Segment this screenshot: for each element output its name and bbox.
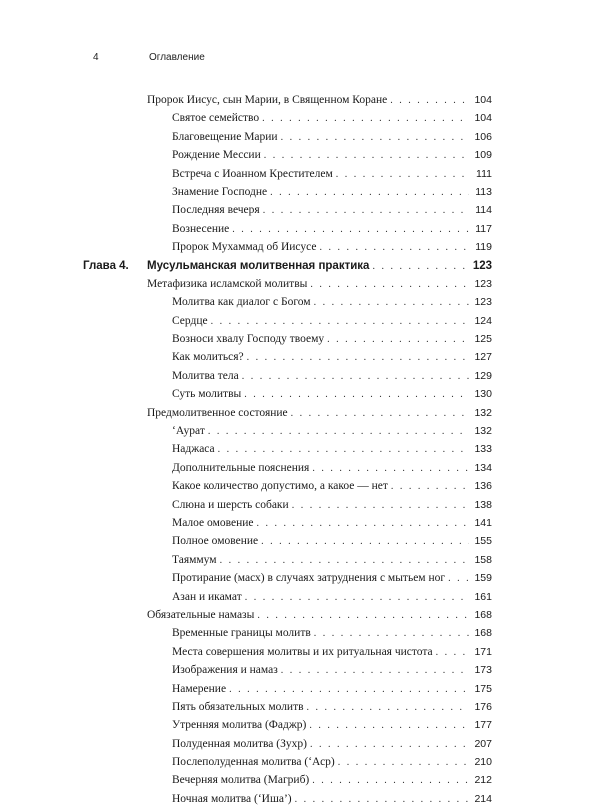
toc-entry-title: Метафизика исламской молитвы	[147, 275, 310, 293]
toc-entry-title: Благовещение Марии	[172, 128, 281, 146]
toc-entry-title: Предмолитвенное состояние	[147, 404, 291, 422]
toc-page-number: 129	[469, 367, 492, 385]
toc-page-number: 134	[469, 459, 492, 477]
dot-leader	[211, 313, 469, 331]
dot-leader	[307, 699, 469, 717]
dot-leader	[310, 276, 469, 294]
toc-page-number: 123	[469, 293, 492, 311]
dot-leader	[257, 607, 469, 625]
dot-leader	[281, 129, 469, 147]
toc-entry-line	[147, 606, 492, 625]
toc-entry-line	[172, 201, 492, 220]
toc-entry	[0, 367, 600, 385]
toc-page-number: 104	[469, 109, 492, 127]
dot-leader	[262, 110, 469, 128]
toc-page-number: 214	[469, 790, 492, 808]
toc-entry	[0, 238, 600, 256]
toc-entry-line	[172, 330, 492, 349]
toc-entry-line	[172, 348, 492, 367]
toc-entry-line	[172, 165, 492, 184]
dot-leader	[247, 349, 469, 367]
toc-entry	[0, 91, 600, 109]
toc-entry-title: Пророк Мухаммад об Иисусе	[172, 238, 319, 256]
running-title: Оглавление	[149, 52, 205, 63]
toc-entry	[0, 275, 600, 293]
toc-page-number: 123	[469, 257, 492, 275]
toc-page-number: 176	[469, 698, 492, 716]
dot-leader	[232, 221, 469, 239]
dot-leader	[309, 717, 469, 735]
dot-leader	[263, 202, 469, 220]
toc-entry	[0, 698, 600, 716]
toc-page-number: 130	[469, 385, 492, 403]
toc-entry	[0, 109, 600, 127]
toc-entry-title: Возноси хвалу Господу твоему	[172, 330, 327, 348]
toc-entry	[0, 146, 600, 164]
dot-leader	[242, 368, 469, 386]
toc-entry-line	[172, 716, 492, 735]
toc-entry	[0, 201, 600, 219]
dot-leader	[261, 533, 469, 551]
toc-entry-title: Ночная молитва (‘Иша’)	[172, 790, 295, 808]
toc-page-number: 104	[469, 91, 492, 109]
toc-entry-title: Молитва тела	[172, 367, 242, 385]
toc-entry-title: Дополнительные пояснения	[172, 459, 312, 477]
toc-page-number: 133	[469, 440, 492, 458]
toc-entry-line	[172, 753, 492, 772]
dot-leader	[391, 478, 469, 496]
toc-entry-title: Святое семейство	[172, 109, 262, 127]
dot-leader	[338, 754, 469, 772]
toc-page-number: 207	[469, 735, 492, 753]
toc-entry-line	[172, 661, 492, 680]
toc-entry-line	[172, 440, 492, 459]
toc-entry-title: Утренняя молитва (Фаджр)	[172, 716, 309, 734]
toc-entry-title: Пророк Иисус, сын Марии, в Священном Коране	[147, 91, 390, 109]
toc-entry-line	[172, 532, 492, 551]
dot-leader	[244, 386, 469, 404]
toc-entry-title: Малое омовение	[172, 514, 256, 532]
toc-page-number: 113	[469, 183, 492, 201]
toc-page-number: 175	[469, 680, 492, 698]
toc-entry	[0, 588, 600, 606]
toc-page-number: 114	[469, 201, 492, 219]
toc-page-number: 161	[469, 588, 492, 606]
toc-entry-title: Суть молитвы	[172, 385, 244, 403]
toc-page-number: 125	[469, 330, 492, 348]
dot-leader	[264, 147, 469, 165]
toc-entry-line	[147, 257, 492, 276]
toc-entry	[0, 477, 600, 495]
toc-page-number: 155	[469, 532, 492, 550]
toc-entry-line	[172, 588, 492, 607]
toc-entry-line	[172, 698, 492, 717]
toc-entry-title: Пять обязательных молитв	[172, 698, 307, 716]
toc-page-number: 168	[469, 606, 492, 624]
toc-page-number: 132	[469, 422, 492, 440]
toc-page-number: 210	[469, 753, 492, 771]
toc-page-number: 168	[469, 624, 492, 642]
toc-entry-title: Временные границы молитв	[172, 624, 314, 642]
toc-entry-line	[172, 624, 492, 643]
toc-entry-title: Слюна и шерсть собаки	[172, 496, 292, 514]
toc-entry-line	[172, 643, 492, 662]
dot-leader	[270, 184, 469, 202]
toc-entry	[0, 183, 600, 201]
dot-leader	[312, 460, 469, 478]
toc-entry-title: Протирание (масх) в случаях затруднения с мытьем ног	[172, 569, 448, 587]
toc-page-number: 173	[469, 661, 492, 679]
toc-entry	[0, 661, 600, 679]
toc-page-number: 132	[469, 404, 492, 422]
toc-entry-title: Как молиться?	[172, 348, 247, 366]
dot-leader	[448, 570, 469, 588]
toc-entry	[0, 790, 600, 808]
toc-entry-title: Полуденная молитва (Зухр)	[172, 735, 310, 753]
toc-entry-line	[172, 109, 492, 128]
toc-entry-title: Последняя вечеря	[172, 201, 263, 219]
toc-entry-title: Намерение	[172, 680, 229, 698]
dot-leader	[312, 772, 469, 790]
dot-leader	[295, 791, 469, 809]
toc-entry	[0, 771, 600, 789]
toc-entry	[0, 404, 600, 422]
toc-page-number: 212	[469, 771, 492, 789]
toc-entry	[0, 753, 600, 771]
toc-entry	[0, 624, 600, 642]
toc-entry-line	[172, 220, 492, 239]
toc-entry-line	[147, 91, 492, 110]
toc-entry-line	[172, 771, 492, 790]
toc-entry	[0, 514, 600, 532]
toc-entry-title: Молитва как диалог с Богом	[172, 293, 314, 311]
toc-entry-line	[172, 238, 492, 257]
dot-leader	[310, 736, 469, 754]
toc-page-number: 159	[469, 569, 492, 587]
toc-page-number: 117	[469, 220, 492, 238]
toc-page-number: 106	[469, 128, 492, 146]
toc-entry-title: Мусульманская молитвенная практика	[147, 257, 372, 275]
toc-entry	[0, 569, 600, 587]
toc-entry	[0, 128, 600, 146]
toc-entry-line	[172, 459, 492, 478]
toc-entry-line	[172, 514, 492, 533]
toc-page-number: 111	[469, 165, 492, 183]
toc-entry-title: Места совершения молитвы и их ритуальная чистота	[172, 643, 436, 661]
toc-entry-line	[172, 477, 492, 496]
toc-entry-line	[172, 422, 492, 441]
dot-leader	[218, 441, 469, 459]
toc-entry-line	[172, 680, 492, 699]
toc-entry-title: Какое количество допустимо, а какое — нет	[172, 477, 391, 495]
toc-page-number: 109	[469, 146, 492, 164]
toc-entry-title: Вечерняя молитва (Магриб)	[172, 771, 312, 789]
running-header	[93, 52, 205, 63]
dot-leader	[436, 644, 469, 662]
toc-entry	[0, 440, 600, 458]
toc-entry-title: Таяммум	[172, 551, 220, 569]
toc-entry-line	[172, 128, 492, 147]
toc-page-number: 124	[469, 312, 492, 330]
toc-entry-line	[172, 496, 492, 515]
toc-page-number: 123	[469, 275, 492, 293]
dot-leader	[314, 294, 469, 312]
dot-leader	[327, 331, 469, 349]
toc-page-number: 136	[469, 477, 492, 495]
toc-entry-title: Обязательные намазы	[147, 606, 257, 624]
toc-page-number: 119	[469, 238, 492, 256]
toc-page-number: 127	[469, 348, 492, 366]
toc-entry-line	[172, 735, 492, 754]
toc-entry	[0, 330, 600, 348]
dot-leader	[336, 166, 469, 184]
dot-leader	[372, 258, 469, 276]
toc-page-number: 138	[469, 496, 492, 514]
dot-leader	[281, 662, 469, 680]
toc-entry-line	[172, 790, 492, 809]
toc-entry	[0, 385, 600, 403]
dot-leader	[229, 681, 469, 699]
toc-entry	[0, 643, 600, 661]
dot-leader	[319, 239, 469, 257]
toc-entry-line	[172, 569, 492, 588]
toc-entry	[0, 680, 600, 698]
toc-entry-title: Рождение Мессии	[172, 146, 264, 164]
toc-entry-title: Вознесение	[172, 220, 232, 238]
toc-entry	[0, 293, 600, 311]
toc-chapter-row	[0, 257, 600, 275]
toc-entry-title: Азан и икамат	[172, 588, 245, 606]
toc-entry-line	[172, 183, 492, 202]
toc-entry-line	[172, 293, 492, 312]
toc-entry	[0, 551, 600, 569]
toc-entry	[0, 606, 600, 624]
dot-leader	[245, 589, 469, 607]
toc-entry	[0, 496, 600, 514]
toc-entry-line	[172, 367, 492, 386]
toc-entry	[0, 165, 600, 183]
toc-page-number: 177	[469, 716, 492, 734]
toc-entry-line	[147, 404, 492, 423]
dot-leader	[390, 92, 469, 110]
toc-entry-title: Полное омовение	[172, 532, 261, 550]
page-number: 4	[93, 52, 99, 63]
toc-page-number: 158	[469, 551, 492, 569]
toc-entry	[0, 312, 600, 330]
toc-entry-title: ‘Аурат	[172, 422, 208, 440]
dot-leader	[256, 515, 469, 533]
toc-page-number: 171	[469, 643, 492, 661]
toc-entry-line	[172, 312, 492, 331]
toc-page-number: 141	[469, 514, 492, 532]
toc-entry-line	[172, 551, 492, 570]
toc-entry	[0, 735, 600, 753]
toc-entry-title: Изображения и намаз	[172, 661, 281, 679]
toc-entry	[0, 422, 600, 440]
toc-entry-line	[172, 146, 492, 165]
toc-entry	[0, 220, 600, 238]
toc-entry	[0, 348, 600, 366]
table-of-contents	[0, 91, 600, 808]
dot-leader	[314, 625, 469, 643]
dot-leader	[292, 497, 469, 515]
toc-entry-title: Послеполуденная молитва (‘Аср)	[172, 753, 338, 771]
dot-leader	[291, 405, 469, 423]
toc-entry-title: Встреча с Иоанном Крестителем	[172, 165, 336, 183]
toc-entry-line	[172, 385, 492, 404]
toc-entry-title: Сердце	[172, 312, 211, 330]
toc-entry-title: Знамение Господне	[172, 183, 270, 201]
toc-entry-title: Наджаса	[172, 440, 218, 458]
toc-entry	[0, 532, 600, 550]
chapter-label: Глава 4.	[83, 259, 129, 272]
toc-entry	[0, 459, 600, 477]
dot-leader	[220, 552, 469, 570]
dot-leader	[208, 423, 469, 441]
toc-entry	[0, 716, 600, 734]
toc-entry-line	[147, 275, 492, 294]
